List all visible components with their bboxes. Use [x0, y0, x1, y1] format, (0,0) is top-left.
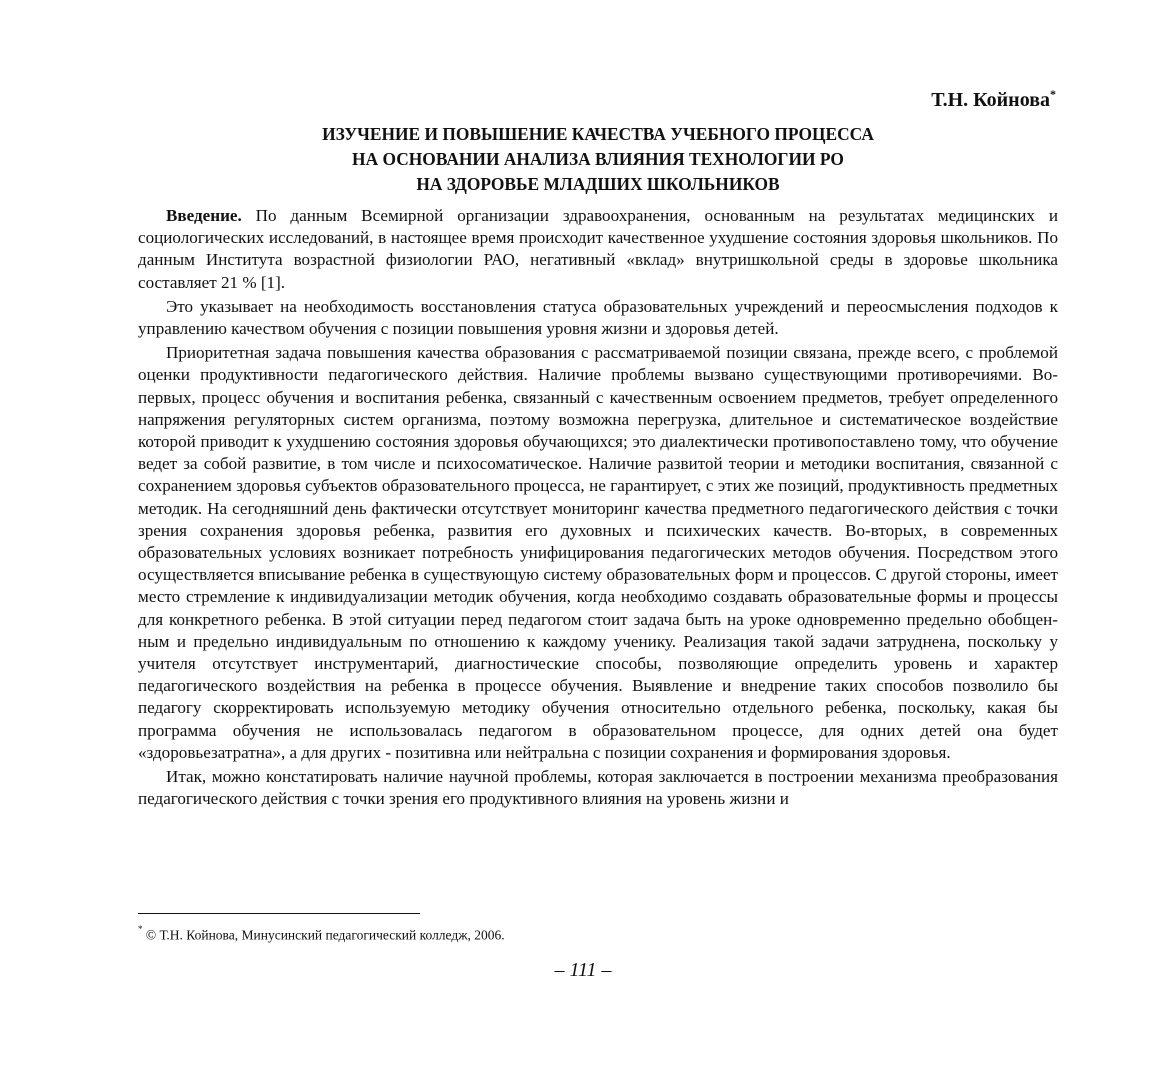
footnote	[138, 922, 505, 945]
author-footnote-mark: *	[1050, 87, 1056, 101]
footnote-mark: *	[138, 924, 143, 934]
footnote-text: © Т.Н. Койнова, Минусинский педагогический колледж, 2006.	[142, 927, 505, 943]
paragraph-2: Это указывает на необходимость восстановления статуса образовательных учреждений и переосмысления подходов к управлению качеством обучения с позиции повышения уровня жизни и здоровья детей.	[138, 296, 1058, 339]
page-body	[138, 88, 1058, 812]
article-title	[138, 122, 1058, 197]
paragraph-3: Приоритетная задача повышения качества образования с рассматриваемой позиции связана, прежде всего, с проблемой оценки продуктивности педагогического действия. Наличие проблемы вызвано существующими противоречиями. Во-первых, процесс обучения и воспитания ребенка, связанный с качественным освоением предметов, требует определенного напряжения регуляторных систем организма, поэтому возможна перегрузка, длительное и систематическое воздействие которой приводит к ухудшению состояния здоровья обучающихся; это диалектически противопоставлено тому, что обучение ведет за собой развитие, в том числе и психосоматическое. Наличие развитой теории и методики воспитания, связанной с сохранением здоровья субъектов образовательного процесса, не гарантирует, с этих же позиций, продуктивность предметных методик. На сегодняшний день фактически отсутствует мониторинг качества предметного педагогического действия с точки зрения сохранения здоровья ребенка, развития его духовных и психических качеств. Во-вторых, в современных образовательных условиях возникает потребность унифицирования педагогических методов обучения. Посредством этого осуществляется вписывание ребенка в существующую систему образовательных форм и процессов. С другой стороны, имеет место стремление к индивидуализации методик обучения, когда необходимо создавать образовательные формы и процессы для конкретного ребенка. В этой ситуации перед педагогом стоит задача быть на уроке одновременно предельно обобщенным и предельно индивидуальным по отношению к каждому ученику. Реализация такой задачи затруднена, поскольку у учителя отсутствует инструментарий, диагностические способы, позволяющие определить уровень и характер педагогического воздействия на ребенка в процессе обучения. Выявление и внедрение таких способов позволило бы педагогу скорректировать используемую методику обучения относительно отдельного ребенка, поскольку, какая бы программа обучения не использовалась педагогом в образовательном процессе, для одних детей она будет «здоровьезатратна», а для других - позитивна или нейтральна с позиции сохранения и формирования здоровья.	[138, 343, 1058, 762]
page-number: – 111 –	[554, 959, 612, 981]
title-line-3: НА ЗДОРОВЬЕ МЛАДШИХ ШКОЛЬНИКОВ	[416, 174, 780, 194]
paragraph-intro-text: По данным Всемирной организации здравоохранения, основанным на результатах медицинских и социологических исследований, в настоящее время происходит качественное ухудшение состояния здоровья школьников. По данным Института возрастной физиологии РАО, негативный «вклад» внутришкольной среды в здоровье школьника составляет 21 % [1].	[138, 206, 1058, 292]
paragraph-4: Итак, можно констатировать наличие научной проблемы, которая заключается в построении механизма преобразования педагогического действия с точки зрения его продуктивного влияния на уровень жизни и	[138, 767, 1058, 809]
author-name: Т.Н. Койнова	[931, 89, 1050, 111]
paragraph-intro	[138, 205, 1058, 294]
footnote-divider	[138, 913, 420, 914]
title-line-1: ИЗУЧЕНИЕ И ПОВЫШЕНИЕ КАЧЕСТВА УЧЕБНОГО ПРОЦЕССА	[322, 124, 874, 144]
intro-label: Введение.	[166, 206, 242, 225]
author-line	[138, 88, 1058, 112]
title-line-2: НА ОСНОВАНИИ АНАЛИЗА ВЛИЯНИЯ ТЕХНОЛОГИИ РО	[352, 149, 844, 169]
